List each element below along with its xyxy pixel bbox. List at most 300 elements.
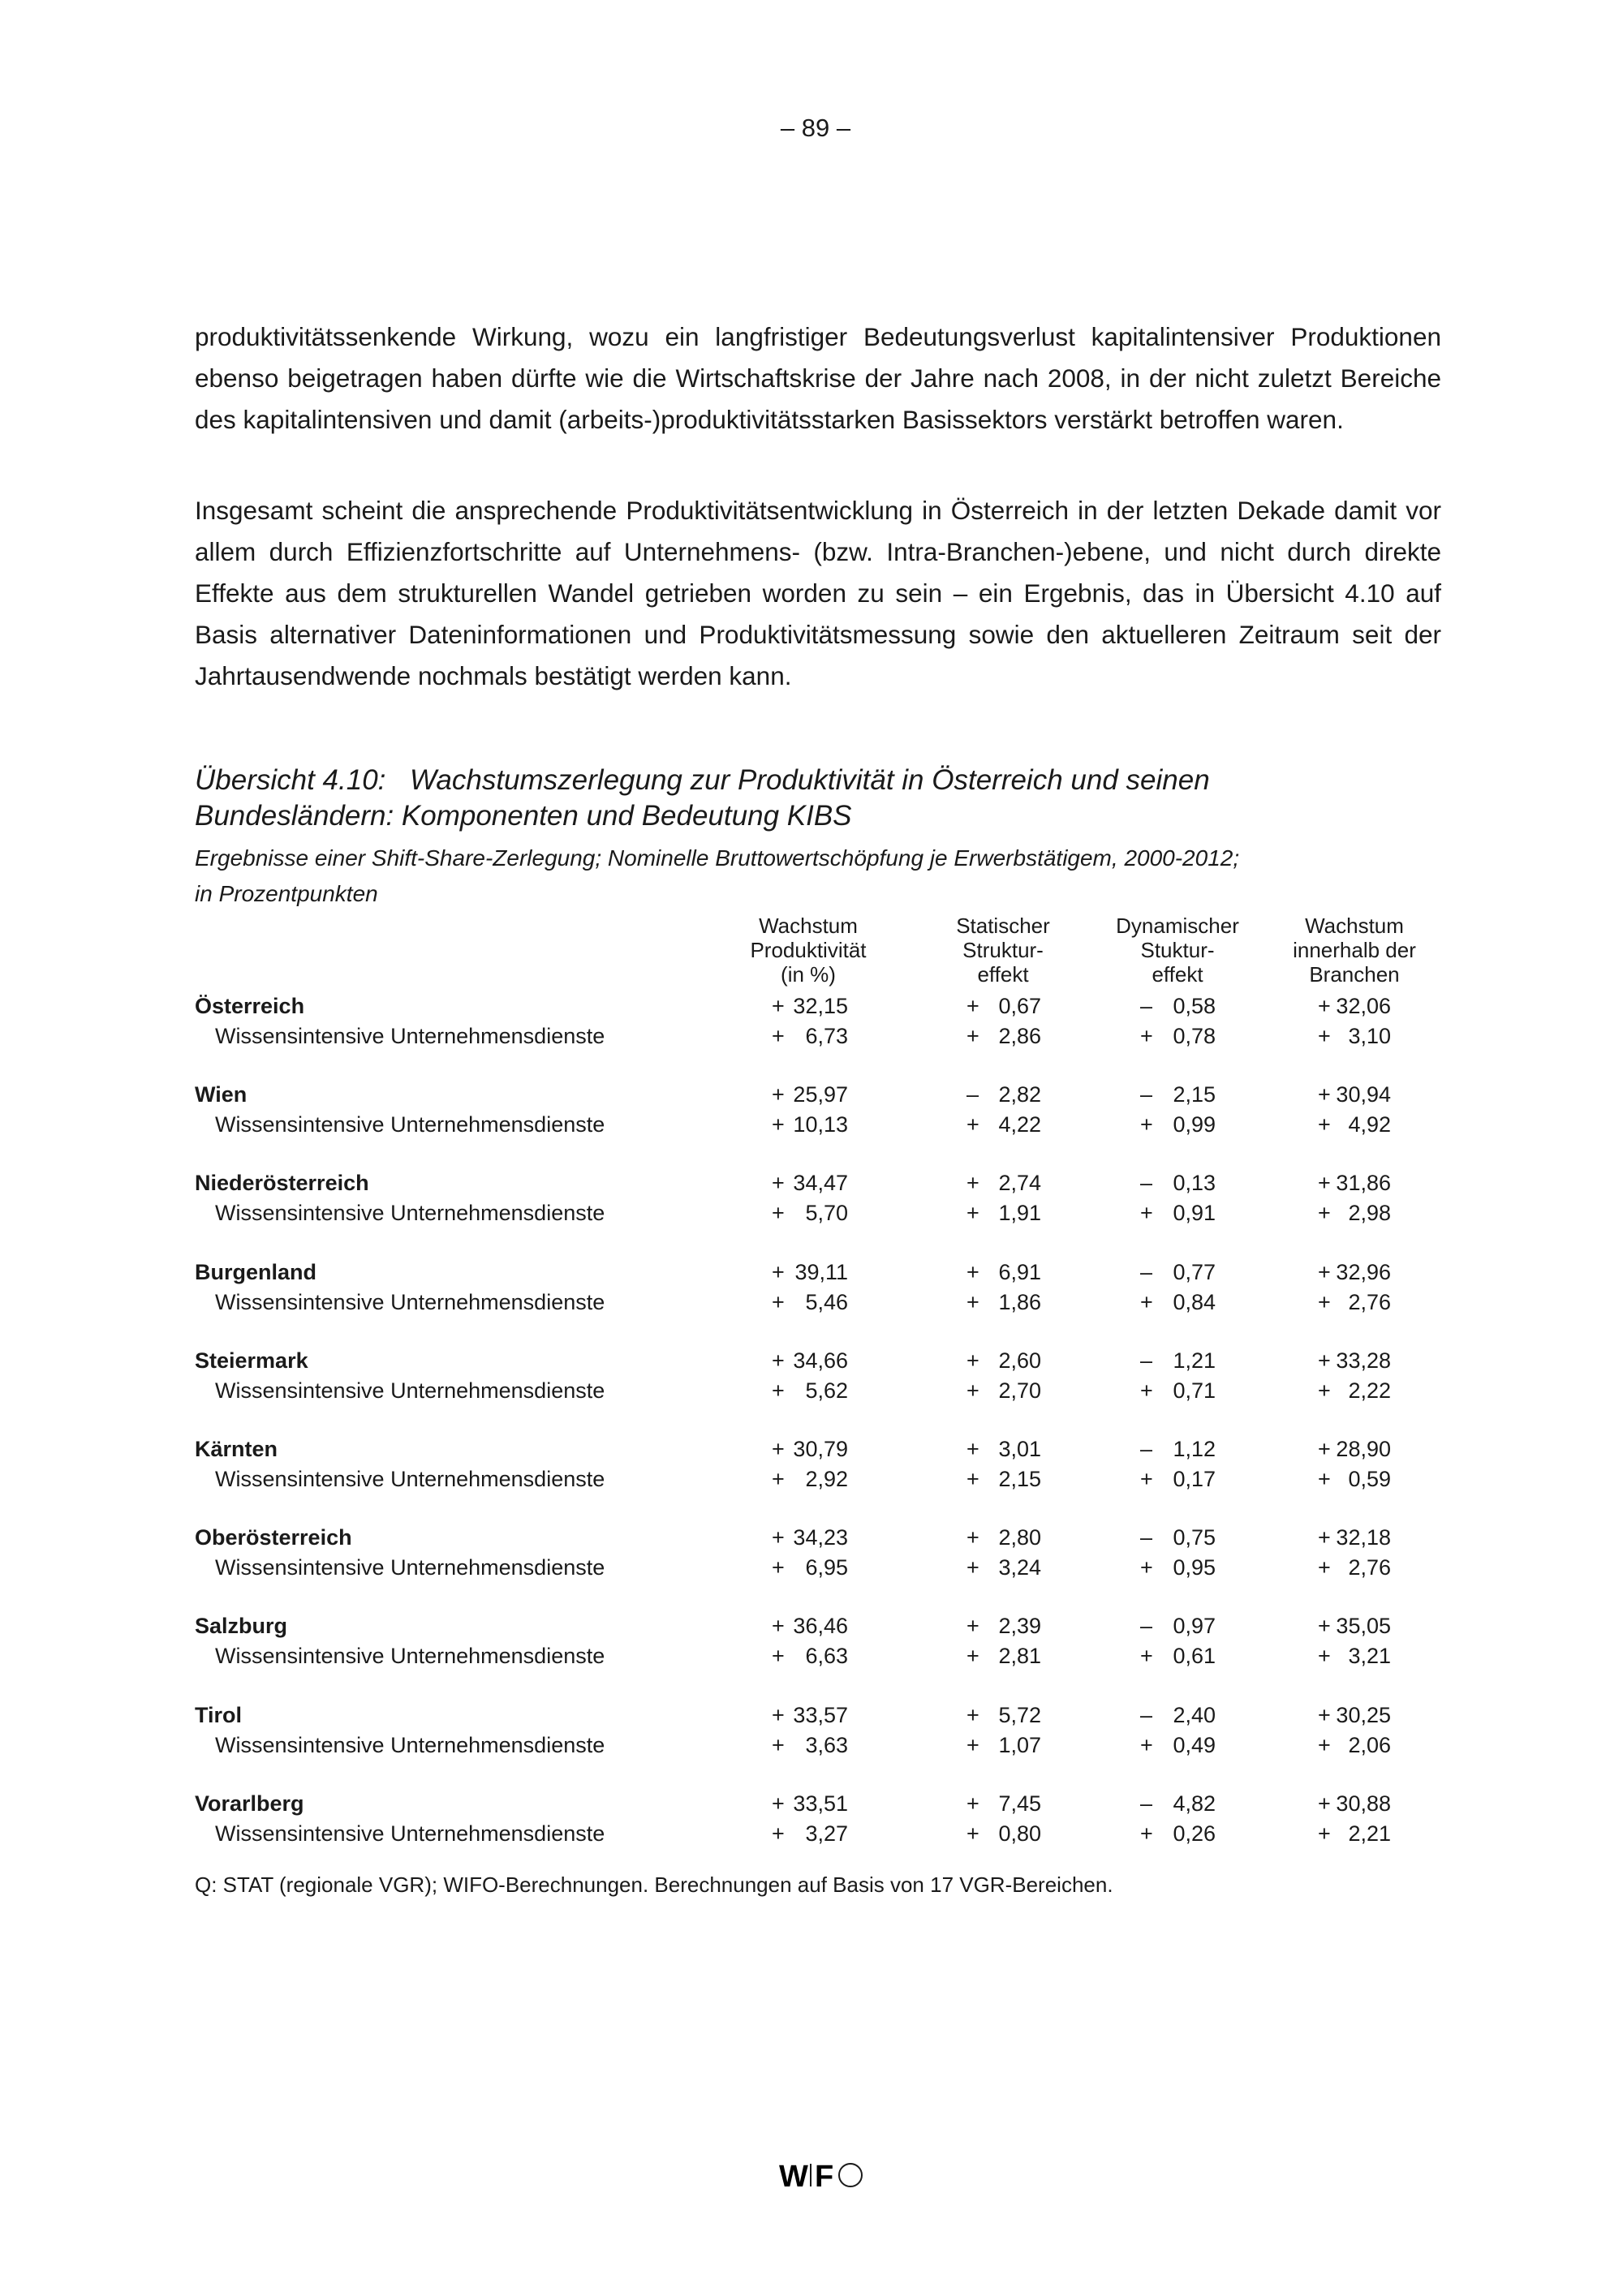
cell-within-branch — [1318, 1789, 1391, 1818]
value: 2,15 — [1173, 1082, 1216, 1107]
sign: + — [966, 1112, 979, 1137]
sign: – — [1140, 1702, 1153, 1727]
sign: – — [1140, 1259, 1153, 1284]
header-line: Wachstum — [759, 914, 858, 938]
value: 2,40 — [1173, 1702, 1216, 1727]
cell-dynamic-effect — [1140, 1641, 1216, 1670]
value: 0,80 — [998, 1821, 1041, 1846]
cell-dynamic-effect — [1140, 1789, 1216, 1818]
column-header-within-branch — [1265, 914, 1444, 987]
sign: + — [1140, 1201, 1153, 1226]
column-header-growth — [719, 914, 898, 987]
value: 2,74 — [998, 1171, 1041, 1196]
cell-growth — [772, 1819, 848, 1848]
body-paragraph: Insgesamt scheint die ansprechende Produktivitätsentwicklung in Österreich in der letzten Dekade damit vor allem durch Effizienzfortschritte auf Unternehmens- (bzw. Intra-Branchen-)ebene, und nicht durch direkte Effekte aus dem strukturellen Wandel getrieben worden zu sein – ein Ergebnis, das in Übersicht 4.10 auf Basis alternativer Dateninformationen und Produktivitätsmessung sowie den aktuelleren Zeitraum seit der Jahrtausendwende nochmals bestätigt werden kann. — [195, 496, 1441, 690]
cell-dynamic-effect — [1140, 1376, 1216, 1405]
cell-static-effect — [966, 1641, 1041, 1670]
cell-dynamic-effect — [1140, 1110, 1216, 1139]
sign: + — [1318, 1201, 1331, 1226]
table-title-line2: Bundesländern: Komponenten und Bedeutung KIBS — [195, 800, 852, 832]
table-row-kibs — [195, 1641, 1412, 1670]
value: 0,58 — [1173, 994, 1216, 1018]
cell-dynamic-effect — [1140, 1731, 1216, 1760]
column-header-dynamic-effect — [1088, 914, 1267, 987]
cell-static-effect — [966, 1553, 1041, 1582]
cell-static-effect — [966, 1346, 1041, 1375]
header-line: (in %) — [781, 962, 836, 987]
value: 3,24 — [998, 1555, 1041, 1580]
sign: + — [772, 1082, 785, 1107]
cell-growth — [772, 1080, 848, 1109]
value: 0,95 — [1173, 1555, 1216, 1580]
value: 0,17 — [1173, 1467, 1216, 1491]
value: 1,07 — [998, 1732, 1041, 1757]
sign: + — [1140, 1821, 1153, 1846]
sign: – — [1140, 1348, 1153, 1373]
cell-within-branch — [1318, 1731, 1391, 1760]
value: 2,15 — [998, 1467, 1041, 1491]
sign: – — [1140, 1525, 1153, 1550]
row-label: Wissensintensive Unternehmensdienste — [215, 1378, 605, 1403]
svg-text:F: F — [815, 2160, 834, 2194]
sign: + — [772, 1702, 785, 1727]
sign: + — [1318, 1525, 1331, 1550]
cell-static-effect — [966, 1731, 1041, 1760]
sign: + — [1318, 1112, 1331, 1137]
header-line: Branchen — [1309, 962, 1400, 987]
value: 33,51 — [793, 1791, 848, 1816]
cell-growth — [772, 1021, 848, 1051]
sign: – — [1140, 994, 1153, 1018]
sign: + — [966, 1024, 979, 1048]
sign: + — [966, 1437, 979, 1461]
sign: + — [1140, 1467, 1153, 1491]
cell-growth — [772, 1288, 848, 1317]
table-row-kibs — [195, 1376, 1412, 1405]
cell-static-effect — [966, 1258, 1041, 1287]
value: 3,27 — [805, 1821, 848, 1846]
header-line: Wachstum — [1305, 914, 1404, 938]
sign: + — [1318, 994, 1331, 1018]
sign: + — [772, 1171, 785, 1196]
sign: + — [966, 1467, 979, 1491]
cell-static-effect — [966, 1789, 1041, 1818]
sign: + — [1318, 1259, 1331, 1284]
value: 36,46 — [793, 1614, 848, 1639]
value: 34,47 — [793, 1171, 848, 1196]
row-label: Steiermark — [195, 1348, 308, 1373]
value: 2,80 — [998, 1525, 1041, 1550]
sign: + — [1140, 1112, 1153, 1137]
value: 34,23 — [793, 1525, 848, 1550]
cell-dynamic-effect — [1140, 1168, 1216, 1197]
sign: + — [966, 1348, 979, 1373]
value: 1,86 — [998, 1289, 1041, 1314]
sign: + — [966, 1171, 979, 1196]
sign: + — [1140, 1644, 1153, 1669]
cell-growth — [772, 1110, 848, 1139]
row-label: Wissensintensive Unternehmensdienste — [215, 1024, 605, 1048]
cell-within-branch — [1318, 1641, 1391, 1670]
table-caption — [195, 763, 1210, 834]
value: 6,95 — [805, 1555, 848, 1580]
sign: + — [1318, 1555, 1331, 1580]
cell-static-effect — [966, 1021, 1041, 1051]
cell-within-branch — [1318, 991, 1391, 1021]
cell-dynamic-effect — [1140, 1021, 1216, 1051]
value: 3,21 — [1348, 1644, 1391, 1669]
value: 32,15 — [793, 994, 848, 1018]
row-label: Wissensintensive Unternehmensdienste — [215, 1201, 605, 1226]
cell-static-effect — [966, 1288, 1041, 1317]
sign: + — [966, 1702, 979, 1727]
cell-static-effect — [966, 991, 1041, 1021]
cell-within-branch — [1318, 1198, 1391, 1228]
header-line: Dynamischer — [1116, 914, 1239, 938]
sign: + — [772, 994, 785, 1018]
value: 3,01 — [998, 1437, 1041, 1461]
row-label: Wissensintensive Unternehmensdienste — [215, 1467, 605, 1491]
table-row-region — [195, 1789, 1412, 1818]
cell-growth — [772, 991, 848, 1021]
sign: + — [966, 1201, 979, 1226]
table-title: Wachstumszerlegung zur Produktivität in Österreich und seinen — [410, 764, 1210, 796]
value: 2,92 — [805, 1467, 848, 1491]
cell-static-effect — [966, 1434, 1041, 1464]
table-row-region — [195, 1701, 1412, 1730]
sign: + — [966, 994, 979, 1018]
cell-dynamic-effect — [1140, 1464, 1216, 1494]
wifo-logo — [779, 2154, 868, 2195]
value: 30,94 — [1336, 1082, 1391, 1107]
table-row-kibs — [195, 1819, 1412, 1848]
cell-growth — [772, 1611, 848, 1640]
value: 4,82 — [1173, 1791, 1216, 1816]
cell-within-branch — [1318, 1434, 1391, 1464]
value: 5,62 — [805, 1378, 848, 1403]
value: 0,67 — [998, 994, 1041, 1018]
sign: + — [1140, 1289, 1153, 1314]
table-row-region — [195, 1258, 1412, 1287]
value: 6,73 — [805, 1024, 848, 1048]
cell-growth — [772, 1168, 848, 1197]
value: 5,46 — [805, 1289, 848, 1314]
row-label: Wissensintensive Unternehmensdienste — [215, 1289, 605, 1314]
row-label: Vorarlberg — [195, 1791, 304, 1816]
cell-static-effect — [966, 1464, 1041, 1494]
value: 0,71 — [1173, 1378, 1216, 1403]
column-header-static-effect — [914, 914, 1092, 987]
row-label: Kärnten — [195, 1437, 278, 1461]
cell-growth — [772, 1789, 848, 1818]
table-row-kibs — [195, 1553, 1412, 1582]
value: 33,57 — [793, 1702, 848, 1727]
row-label: Wissensintensive Unternehmensdienste — [215, 1644, 605, 1669]
value: 6,91 — [998, 1259, 1041, 1284]
table-row-region — [195, 1611, 1412, 1640]
value: 2,82 — [998, 1082, 1041, 1107]
sign: + — [1318, 1791, 1331, 1816]
sign: + — [772, 1614, 785, 1639]
sign: + — [1140, 1555, 1153, 1580]
table-row-region — [195, 1080, 1412, 1109]
sign: + — [772, 1378, 785, 1403]
cell-dynamic-effect — [1140, 1258, 1216, 1287]
cell-growth — [772, 1198, 848, 1228]
value: 34,66 — [793, 1348, 848, 1373]
row-label: Oberösterreich — [195, 1525, 352, 1550]
value: 1,91 — [998, 1201, 1041, 1226]
sign: + — [772, 1732, 785, 1757]
sign: + — [772, 1821, 785, 1846]
cell-static-effect — [966, 1611, 1041, 1640]
sign: + — [1318, 1289, 1331, 1314]
cell-within-branch — [1318, 1168, 1391, 1197]
sign: + — [1318, 1437, 1331, 1461]
sign: + — [772, 1525, 785, 1550]
value: 2,70 — [998, 1378, 1041, 1403]
value: 2,81 — [998, 1644, 1041, 1669]
sign: + — [966, 1791, 979, 1816]
table-number: Übersicht 4.10: — [195, 764, 386, 796]
cell-static-effect — [966, 1701, 1041, 1730]
sign: + — [772, 1467, 785, 1491]
value: 4,92 — [1348, 1112, 1391, 1137]
sign: + — [772, 1437, 785, 1461]
sign: + — [772, 1201, 785, 1226]
sign: + — [966, 1289, 979, 1314]
table-row-region — [195, 1346, 1412, 1375]
cell-within-branch — [1318, 1819, 1391, 1848]
source-note: Q: STAT (regionale VGR); WIFO-Berechnungen. Berechnungen auf Basis von 17 VGR-Bereichen. — [195, 1872, 1113, 1897]
header-line: Produktivität — [750, 938, 867, 962]
value: 2,86 — [998, 1024, 1041, 1048]
row-label: Tirol — [195, 1702, 243, 1727]
sign: + — [966, 1259, 979, 1284]
cell-growth — [772, 1258, 848, 1287]
sign: – — [1140, 1791, 1153, 1816]
sign: + — [1318, 1821, 1331, 1846]
table-row-region — [195, 1168, 1412, 1197]
sign: + — [1318, 1467, 1331, 1491]
cell-dynamic-effect — [1140, 1288, 1216, 1317]
sign: + — [966, 1525, 979, 1550]
page-number: – 89 – — [780, 114, 851, 142]
value: 31,86 — [1336, 1171, 1391, 1196]
sign: + — [1140, 1732, 1153, 1757]
value: 5,70 — [805, 1201, 848, 1226]
value: 2,22 — [1348, 1378, 1391, 1403]
row-label: Wissensintensive Unternehmensdienste — [215, 1821, 605, 1846]
sign: – — [1140, 1082, 1153, 1107]
value: 0,13 — [1173, 1171, 1216, 1196]
cell-dynamic-effect — [1140, 1080, 1216, 1109]
table-row-region — [195, 1434, 1412, 1464]
sign: + — [1318, 1171, 1331, 1196]
sign: – — [966, 1082, 979, 1107]
header-line: Stuktur- — [1140, 938, 1215, 962]
value: 4,22 — [998, 1112, 1041, 1137]
sign: + — [772, 1259, 785, 1284]
sign: + — [966, 1821, 979, 1846]
table-row-kibs — [195, 1288, 1412, 1317]
cell-within-branch — [1318, 1553, 1391, 1582]
cell-static-effect — [966, 1168, 1041, 1197]
cell-within-branch — [1318, 1611, 1391, 1640]
cell-growth — [772, 1553, 848, 1582]
sign: + — [1318, 1702, 1331, 1727]
value: 2,76 — [1348, 1555, 1391, 1580]
sign: + — [772, 1791, 785, 1816]
value: 28,90 — [1336, 1437, 1391, 1461]
value: 2,21 — [1348, 1821, 1391, 1846]
row-label: Salzburg — [195, 1614, 288, 1639]
sign: + — [1318, 1644, 1331, 1669]
value: 10,13 — [793, 1112, 848, 1137]
value: 0,84 — [1173, 1289, 1216, 1314]
value: 2,76 — [1348, 1289, 1391, 1314]
row-label: Niederösterreich — [195, 1171, 369, 1196]
value: 0,75 — [1173, 1525, 1216, 1550]
header-line: Statischer — [956, 914, 1050, 938]
sign: + — [772, 1112, 785, 1137]
value: 0,78 — [1173, 1024, 1216, 1048]
value: 0,61 — [1173, 1644, 1216, 1669]
value: 33,28 — [1336, 1348, 1391, 1373]
value: 25,97 — [793, 1082, 848, 1107]
value: 0,77 — [1173, 1259, 1216, 1284]
subtitle-line: in Prozentpunkten — [195, 881, 378, 906]
value: 30,79 — [793, 1437, 848, 1461]
header-line: innerhalb der — [1293, 938, 1416, 962]
value: 32,06 — [1336, 994, 1391, 1018]
cell-growth — [772, 1376, 848, 1405]
value: 1,21 — [1173, 1348, 1216, 1373]
cell-growth — [772, 1701, 848, 1730]
cell-within-branch — [1318, 1110, 1391, 1139]
value: 0,91 — [1173, 1201, 1216, 1226]
cell-within-branch — [1318, 1701, 1391, 1730]
subtitle-line: Ergebnisse einer Shift-Share-Zerlegung; Nominelle Bruttowertschöpfung je Erwerbstätigem, 2000-2012; — [195, 845, 1240, 871]
value: 30,88 — [1336, 1791, 1391, 1816]
value: 3,63 — [805, 1732, 848, 1757]
value: 2,60 — [998, 1348, 1041, 1373]
row-label: Wien — [195, 1082, 248, 1107]
value: 6,63 — [805, 1644, 848, 1669]
sign: – — [1140, 1171, 1153, 1196]
value: 2,39 — [998, 1614, 1041, 1639]
body-paragraph: produktivitätssenkende Wirkung, wozu ein langfristiger Bedeutungsverlust kapitalintensiver Produktionen ebenso beigetragen haben dürfte wie die Wirtschaftskrise der Jahre nach 2008, in der nicht zuletzt Bereiche des kapitalintensiven und damit (arbeits-)produktivitätsstarken Basissektors verstärkt betroffen waren. — [195, 322, 1441, 434]
cell-static-effect — [966, 1819, 1041, 1848]
sign: + — [772, 1555, 785, 1580]
sign: + — [966, 1614, 979, 1639]
cell-growth — [772, 1641, 848, 1670]
cell-dynamic-effect — [1140, 1701, 1216, 1730]
sign: + — [966, 1555, 979, 1580]
sign: + — [1318, 1614, 1331, 1639]
cell-dynamic-effect — [1140, 1611, 1216, 1640]
cell-within-branch — [1318, 1523, 1391, 1552]
sign: + — [1140, 1378, 1153, 1403]
sign: – — [1140, 1437, 1153, 1461]
table-row-kibs — [195, 1731, 1412, 1760]
row-label: Wissensintensive Unternehmensdienste — [215, 1732, 605, 1757]
value: 5,72 — [998, 1702, 1041, 1727]
cell-within-branch — [1318, 1288, 1391, 1317]
value: 0,26 — [1173, 1821, 1216, 1846]
sign: + — [1318, 1024, 1331, 1048]
value: 32,96 — [1336, 1259, 1391, 1284]
value: 0,99 — [1173, 1112, 1216, 1137]
value: 32,18 — [1336, 1525, 1391, 1550]
value: 39,11 — [794, 1259, 848, 1284]
cell-static-effect — [966, 1198, 1041, 1228]
row-label: Österreich — [195, 994, 305, 1018]
cell-static-effect — [966, 1376, 1041, 1405]
sign: + — [772, 1024, 785, 1048]
cell-within-branch — [1318, 1346, 1391, 1375]
table-row-region — [195, 991, 1412, 1021]
value: 35,05 — [1336, 1614, 1391, 1639]
cell-within-branch — [1318, 1464, 1391, 1494]
sign: + — [966, 1644, 979, 1669]
sign: + — [1318, 1082, 1331, 1107]
cell-within-branch — [1318, 1080, 1391, 1109]
table-row-kibs — [195, 1198, 1412, 1228]
cell-growth — [772, 1434, 848, 1464]
table-row-region — [195, 1523, 1412, 1552]
value: 1,12 — [1173, 1437, 1216, 1461]
sign: + — [966, 1378, 979, 1403]
sign: + — [1318, 1378, 1331, 1403]
cell-static-effect — [966, 1523, 1041, 1552]
cell-growth — [772, 1523, 848, 1552]
value: 7,45 — [998, 1791, 1041, 1816]
sign: + — [1318, 1348, 1331, 1373]
cell-dynamic-effect — [1140, 1346, 1216, 1375]
value: 2,98 — [1348, 1201, 1391, 1226]
row-label: Burgenland — [195, 1259, 317, 1284]
table-row-kibs — [195, 1021, 1412, 1051]
cell-within-branch — [1318, 1376, 1391, 1405]
row-label: Wissensintensive Unternehmensdienste — [215, 1555, 605, 1580]
cell-growth — [772, 1464, 848, 1494]
sign: + — [772, 1289, 785, 1314]
sign: + — [966, 1732, 979, 1757]
cell-dynamic-effect — [1140, 991, 1216, 1021]
header-line: effekt — [977, 962, 1029, 987]
cell-dynamic-effect — [1140, 1198, 1216, 1228]
value: 2,06 — [1348, 1732, 1391, 1757]
cell-growth — [772, 1346, 848, 1375]
cell-dynamic-effect — [1140, 1434, 1216, 1464]
cell-dynamic-effect — [1140, 1819, 1216, 1848]
header-line: effekt — [1152, 962, 1203, 987]
cell-growth — [772, 1731, 848, 1760]
cell-static-effect — [966, 1080, 1041, 1109]
value: 0,59 — [1348, 1467, 1391, 1491]
value: 0,97 — [1173, 1614, 1216, 1639]
table-row-kibs — [195, 1110, 1412, 1139]
sign: + — [772, 1644, 785, 1669]
cell-within-branch — [1318, 1021, 1391, 1051]
value: 30,25 — [1336, 1702, 1391, 1727]
cell-within-branch — [1318, 1258, 1391, 1287]
table-subtitle — [195, 841, 1239, 912]
value: 0,49 — [1173, 1732, 1216, 1757]
cell-static-effect — [966, 1110, 1041, 1139]
sign: + — [1318, 1732, 1331, 1757]
